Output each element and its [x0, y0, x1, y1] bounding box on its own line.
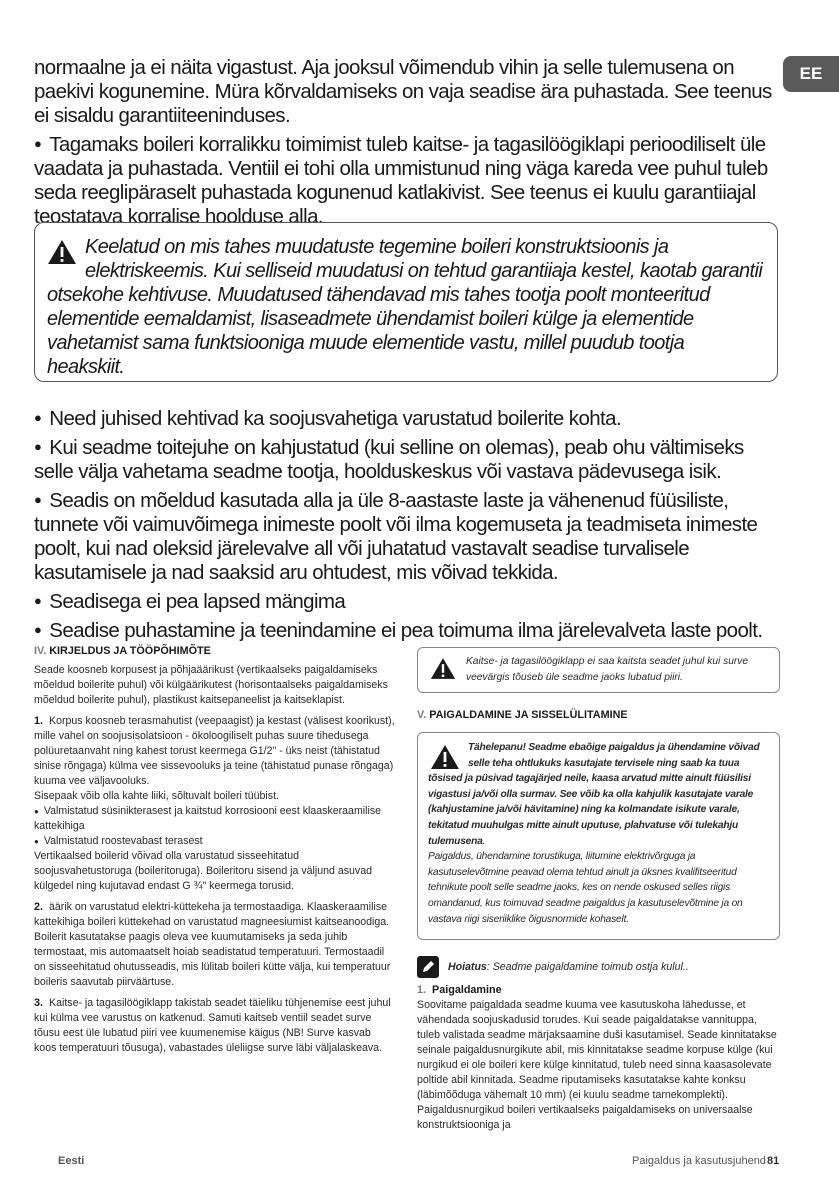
- top-paragraph: normaalne ja ei näita vigastust. Aja jooksul võimendub vihin ja selle tulemusena on paekivi kogunemine. Müra kõrvaldamiseks on vaja seadise ära puhastada. See teenus ei sisaldu garantiiteeninduses.: [34, 56, 772, 127]
- tank-type-item: ● Valmistatud süsinikterasest ja kaitstud korrosiooni eest klaaskeraamilise kattekihiga: [34, 805, 382, 832]
- installation-warning-rest: Paigaldus, ühendamine torustikuga, liitumine elektrivõrguga ja kasutuselevõtmine peavad olema tehtud ainult ja üksnes kvalifitseeritud tehnikute poolt selle seadme jaoks, kes on nende oskused selles riigis omandanud, kus toimuvad seadme paigaldus ja kasutuselevõtmine ja on vastava riigi siseriiklike õigusnormide kohaselt.: [428, 851, 743, 925]
- subsection-1-text: Soovitame paigaldada seadme kuuma vee kasutuskoha lähedusse, et vähendada soojuskadusid torudes. Kui seade paigaldatakse vannituppa, tuleb valistada seadme märjaksaamine duši kasutamisel. Seade kinnitatakse seinale paigaldusnurgikute abil, mis kinnitatakse seadme korpuse külge (kui nurgikud ei ole boileri kere külge kinnitatud, tuleb need sinna kaasasolevate poltide abil kinnitada. Seadme riputamiseks kasutatakse kahte konksu (läbimõõduga vähemalt 10 mm) (ei kuulu seadme tarnekomplekti). Paigaldusnurgikud boileri vertikaalseks paigaldamiseks on universaalse konstruktsiooniga ja: [417, 999, 777, 1131]
- warning-icon: [47, 239, 77, 265]
- subsection-1-heading: 1. Paigaldamine: [417, 984, 502, 996]
- paragraph-1: 1. Korpus koosneb terasmahutist (veepaagist) ja kestast (välisest koorikust), mille vahel on soojusisolatsioon - ökoloogiliselt puhas suure tihedusega polüuretaanvaht ning kahest torust keermega G1/2" - üks neist (tähistatud sinise rõngaga) külma vee sissevooluks ja teine (tähistatud punase rõngaga) kuuma vee väljavooluks.: [34, 715, 395, 787]
- top-bullet-paragraph: ● Tagamaks boileri korralikku toimimist tuleb kaitse- ja tagasilöögiklapi perioodiliselt üle vaadata ja puhastada. Ventiil ei tohi olla ummistunud ning väga kareda vee puhul tuleb seda reeglipäraselt puhastada kogunenud katlakivist. See teenus ei kuulu garantiiajal teostatava korralise hoolduse alla.: [34, 132, 780, 229]
- paragraph-3: 3. Kaitse- ja tagasilöögiklapp takistab seadet täieliku tühjenemise eest juhul kui külma vee varustus on katkenud. Samuti kaitseb ventiil seadet surve tõusu eest üle lubatud piiri vee kuumenemise käigus (NB! Surve kasvab koos temperatuuri tõusuga), vabastades üleliigse surve läbi väljalaskeava.: [34, 997, 391, 1054]
- section-iv-heading: IV. KIRJELDUS JA TÖÖPÕHIMÕTE: [34, 645, 211, 657]
- installation-warning-box: Tähelepanu! Seadme ebaõige paigaldus ja ühendamine võivad selle teha ohtlukuks kasutajate tervisele ning saab ka tuua tõsised ja püsivad tagajärjed neile, kaasa arvatud mitte ainult füüsilisi vigastusi ja/või olla surmav. See võib ka olla kahjulik kasutajate varale (kahjustamine ja/või hävitamine) ning ka kolmandate isikute varale, tekitatud muuhulgas mitte ainult uputuse, plahvatuse või tulekahju tulemusena. Paigaldus, ühendamine torustikuga, liitumine elektrivõrguga ja kasutuselevõtmine peavad olema tehtud ainult ja üksnes kvalifitseeritud tehnikute poolt selle seadme jaoks, kes on nende oskused selles riigis omandanud, kus toimuvad seadme paigaldus ja kasutuselevõtmine ja on vastava riigi siseriiklike õigusnormide kohaselt.: [417, 732, 780, 940]
- bullet-item: ● Kui seadme toitejuhe on kahjustatud (kui selline on olemas), peab ohu vältimiseks selle välja vahetama seadme tootja, hoolduskeskus või vastava pädevusega isik.: [34, 435, 780, 484]
- warning-icon: [430, 744, 460, 770]
- valve-warning-box: [417, 647, 780, 693]
- installation-section: [417, 983, 780, 1133]
- footer-title: Paigaldus ja kasutusjuhend: [632, 1155, 766, 1167]
- bullet-list: [34, 406, 780, 647]
- installation-warning-bold: Tähelepanu! Seadme ebaõige paigaldus ja ühendamine võivad selle teha ohtlukuks kasutajate tervisele ning saab ka tuua tõsised ja püsivad tagajärjed neile, kaasa arvatud mitte ainult füüsilisi vigastusi ja/või olla surmav. See võib ka olla kahjulik kasutajate varale (kahjustamine ja/või hävitamine) ning ka kolmandate isikute varale, tekitatud muuhulgas mitte ainult uputuse, plahvatuse või tulekahju tulemusena: [428, 742, 760, 847]
- tank-type-item: ● Valmistatud roostevabast terasest: [34, 835, 203, 847]
- language-tab: EE: [783, 56, 839, 92]
- bullet-item: ● Seadis on mõeldud kasutada alla ja üle 8-aastaste laste ja vähenenud füüsiliste, tunnete või vaimuvõimega inimeste poolt või ilma kogemuseta ja teadmiseta inimeste poolt, kui nad oleksid järelevalve all või juhatatud vastavalt seadise turvalisele kasutamisele ja nad saaksid aru ohtudest, mis võivad tekkida.: [34, 488, 780, 585]
- left-column: [34, 644, 396, 1062]
- section-intro: Seade koosneb korpusest ja põhjaäärikust (vertikaalseks paigaldamiseks mõeldud boilerite puhul) või külgäärikutest (horisontaalseks paigaldamiseks mõeldud boilerite puhul), plastikust kaitsepaneelist ja kaitseklapist.: [34, 664, 388, 706]
- warning-icon: [430, 657, 456, 680]
- bullet-item: ● Need juhised kehtivad ka soojusvahetiga varustatud boilerite kohta.: [34, 406, 780, 431]
- main-warning-text: Keelatud on mis tahes muudatuste tegemine boileri konstruktsioonis ja elektriskeemis. Kui selliseid muudatusi on tehtud garantiiaja kestel, kaotab garantii otsekohe kehtivuse. Muudatused tähendavad mis tahes tootja poolt monteeritud elementide eemaldamist, lisaseadmete ühendamist boileri külge ja elementide vahetamist sama funktsiooniga muude elementide vastu, millel puudub tootja heakskiit.: [47, 236, 763, 378]
- pencil-note-icon: [417, 956, 439, 978]
- bullet-item: ● Seadisega ei pea lapsed mängima: [34, 589, 780, 614]
- paragraph-2b: Boilerit kasutatakse paagis oleva vee kuumutamiseks ja seda juhib termostaat, mis automaatselt hoiab seadistatud temperatuuri. Termostaadil on sisseehitatud ohutusseadis, mis lülitab boileri kütte välja, kui temperatuur boileris saavutab piirväärtuse.: [34, 931, 391, 988]
- footer-language: Eesti: [58, 1155, 85, 1167]
- top-text-block: [34, 56, 780, 233]
- main-warning-box: [34, 222, 778, 382]
- paragraph-1e: Vertikaalsed boilerid võivad olla varustatud sisseehitatud soojusvahetustoruga (boileritoruga). Boileritoru sisend ja väljund asuvad külgedel ning kujutavad endast G ¾" keermega torusid.: [34, 850, 373, 892]
- bullet-item: ● Seadise puhastamine ja teenindamine ei pea toimuma ilma järelevalveta laste poolt.: [34, 618, 780, 643]
- paragraph-1b: Sisepaak võib olla kahte liiki, sõltuvalt boileri tüübist.: [34, 790, 279, 802]
- section-v-heading: V. PAIGALDAMINE JA SISSELÜLITAMINE: [417, 709, 628, 721]
- note-line: Hoiatus: Seadme paigaldamine toimub ostja kulul..: [417, 956, 780, 978]
- paragraph-2: 2. äärik on varustatud elektri-küttekeha ja termostaadiga. Klaaskeraamilise kattekihiga boileri küttekehad on varustatud magneesiumist kaitseanoodiga.: [34, 901, 390, 928]
- page-number: 81: [767, 1155, 780, 1167]
- valve-warning-text: Kaitse- ja tagasilöögiklapp ei saa kaitsta seadet juhul kui surve veevärgis tõuseb üle seadme jaoks lubatud piiri.: [466, 656, 749, 683]
